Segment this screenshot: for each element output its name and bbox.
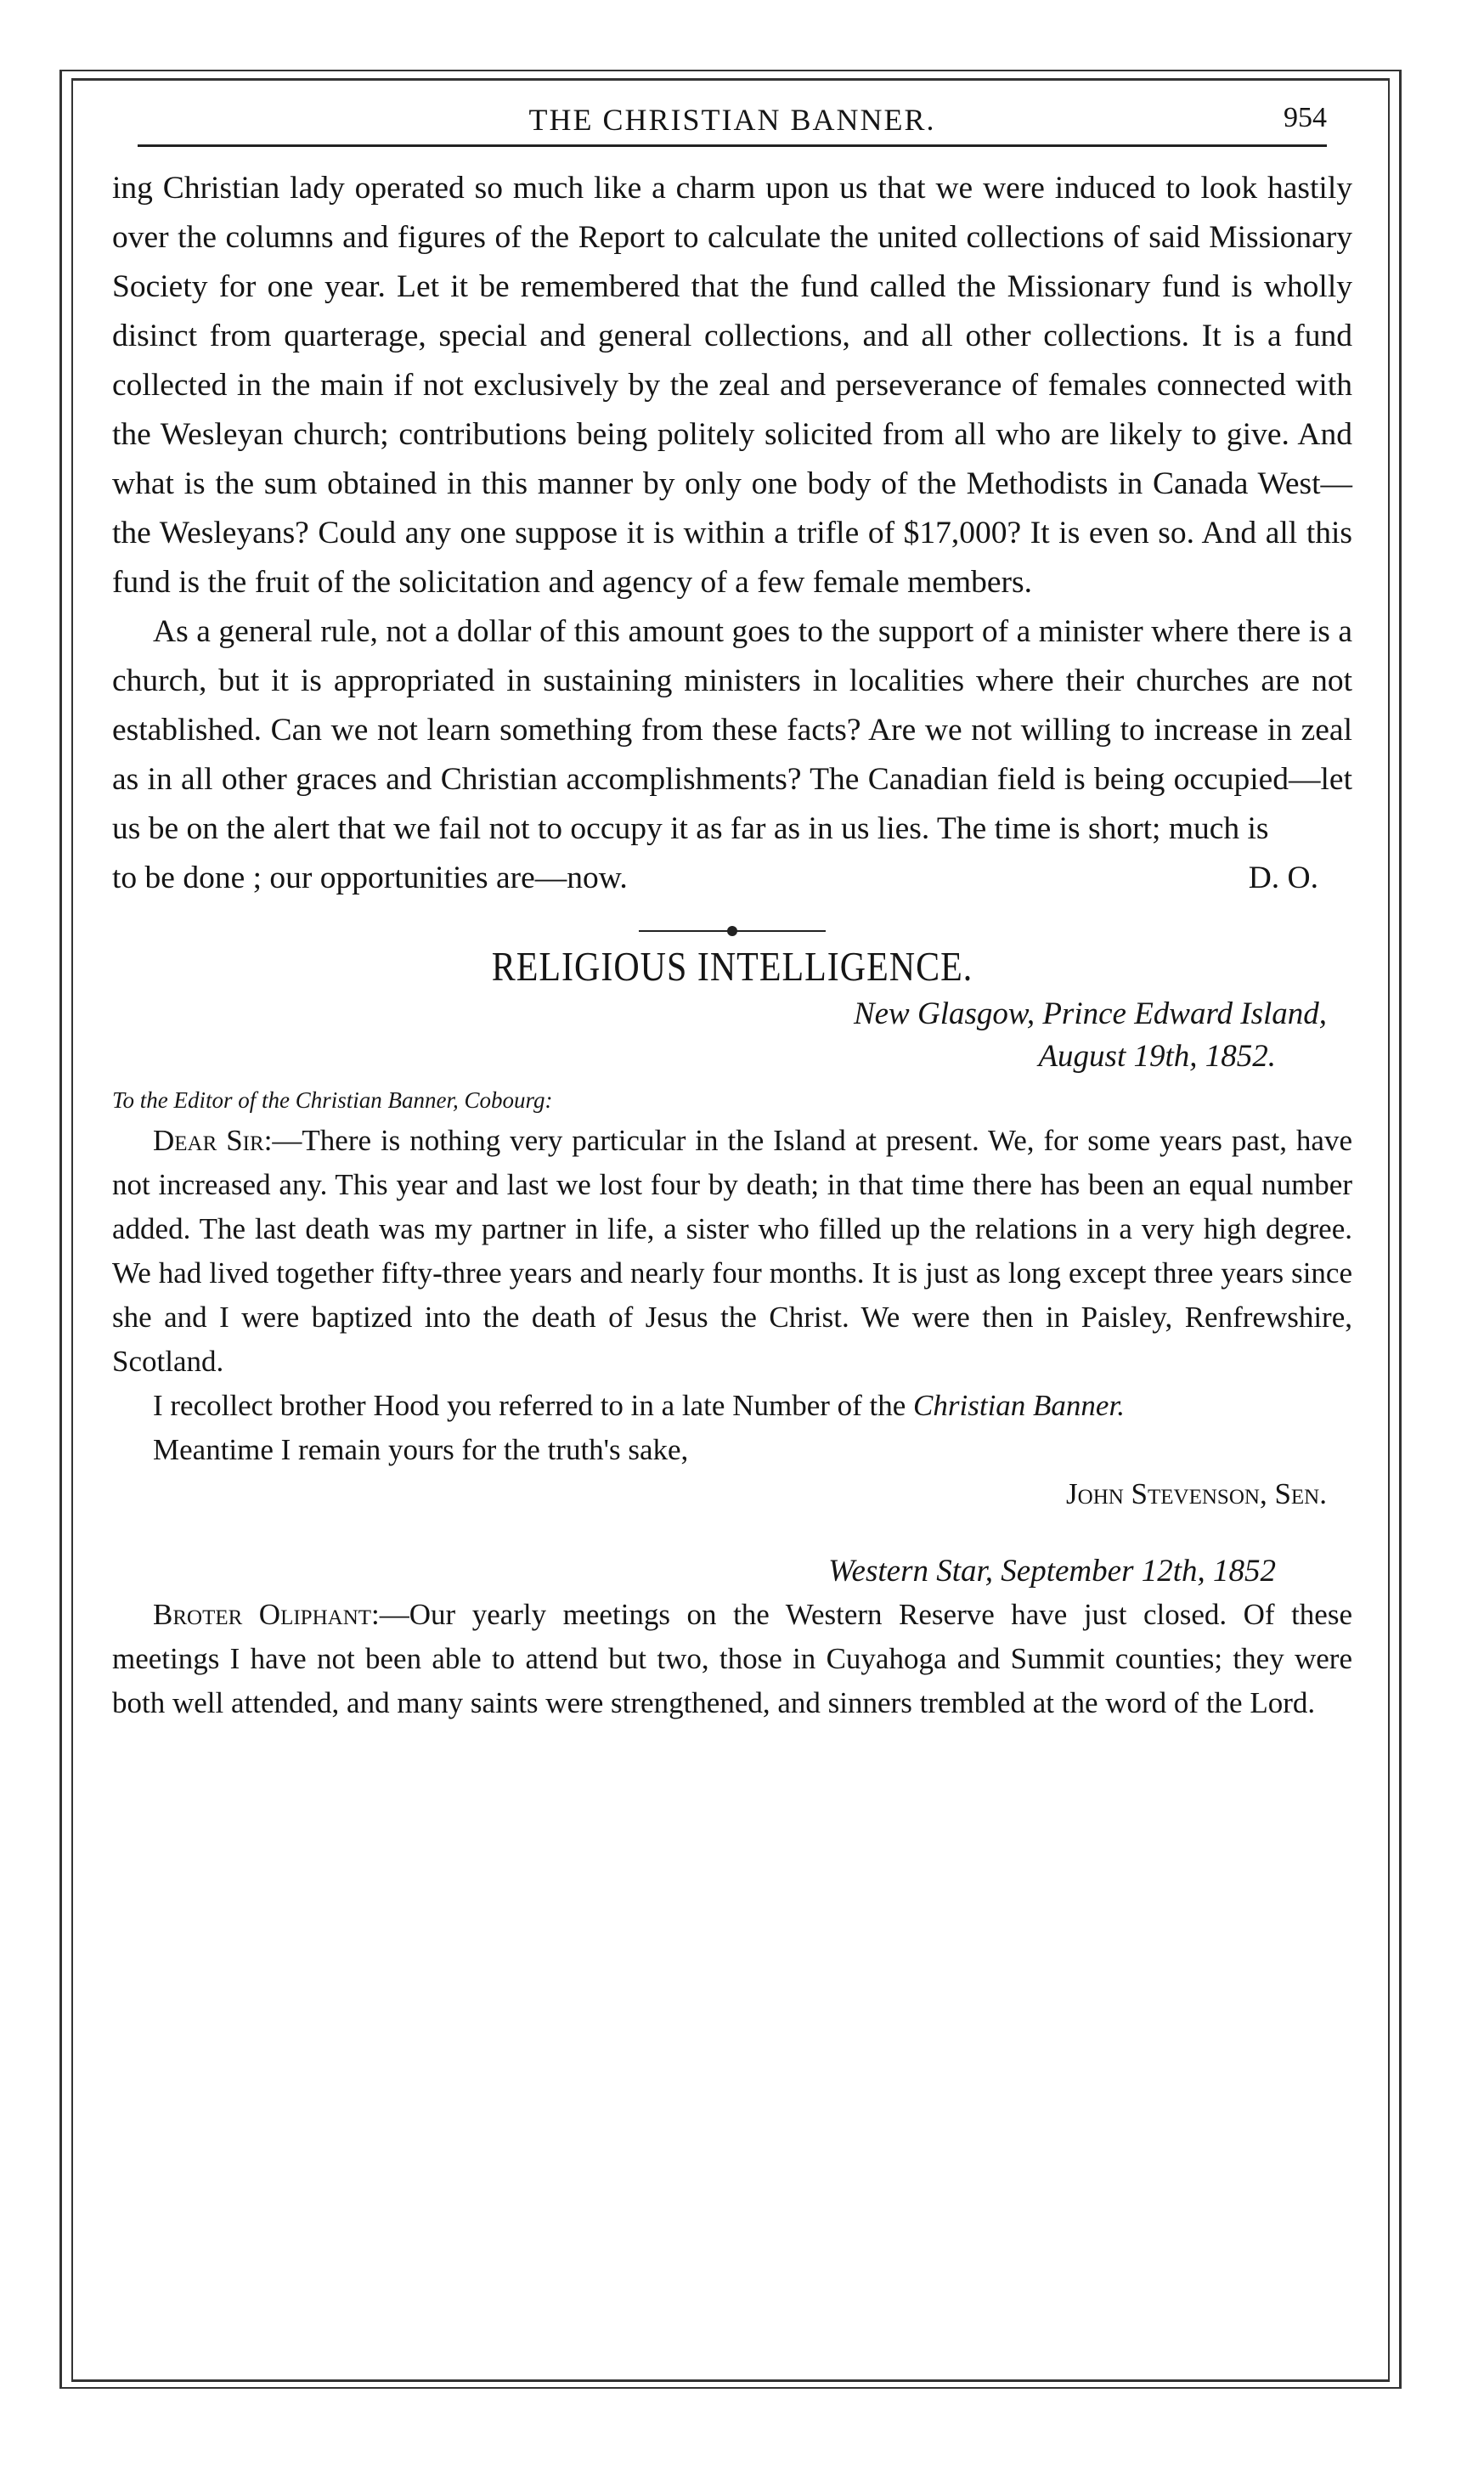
- letter1-paragraph-3: Meantime I remain yours for the truth's sake,: [153, 1433, 689, 1466]
- article-closing-line: [112, 854, 1352, 903]
- letter1-publication-name: Christian Banner.: [913, 1389, 1125, 1422]
- section-ornament-rule: [639, 925, 826, 937]
- section-heading: RELIGIOUS INTELLIGENCE.: [491, 945, 973, 990]
- letter2-body-1: :—Our yearly meetings on the Western Reserve have just closed. Of these meetings I have not been able to attend but two, those in Cuyahoga and Summit counties; they were both well attended, and many saints were strengthened, and sinners trembled at the word of the Lord.: [112, 1598, 1352, 1719]
- letter1-address: To the Editor of the Christian Banner, Cobourg:: [112, 1087, 553, 1113]
- publication-title: THE CHRISTIAN BANNER.: [528, 103, 936, 137]
- letter1-dateline-date: August 19th, 1852.: [1038, 1039, 1276, 1074]
- letter1-body-1: :—There is nothing very particular in the Island at present. We, for some years past, have not increased any. This year and last we lost four by death; in that time there has been an equal number added. The last death was my partner in life, a sister who filled up the relations in a very high degree. We had lived together fifty-three years and nearly four months. It is just as long except three years since she and I were baptized into the death of Jesus the Christ. We were then in Paisley, Renfrewshire, Scotland.: [112, 1124, 1352, 1378]
- letter1-paragraph-2: [112, 1384, 1352, 1428]
- article-last-line: to be done ; our opportunities are—now.: [112, 861, 628, 895]
- page-content: [112, 92, 1352, 1725]
- article-signature: D. O.: [1248, 861, 1318, 895]
- letter1-salutation: Dear Sir: [153, 1124, 264, 1157]
- letter2-salutation: Broter Oliphant: [153, 1598, 372, 1631]
- article-paragraph-2: As a general rule, not a dollar of this amount goes to the support of a minister where there is a church, but it is appropriated in sustaining ministers in localities where their churches are not established. Can we not learn something from these facts? Are we not willing to increase in zeal as in all other graces and Christian accomplishments? The Canadian field is being occupied—let us be on the alert that we fail not to occupy it as far as in us lies. The time is short; much is: [112, 614, 1352, 846]
- letter2-dateline: Western Star, September 12th, 1852: [828, 1554, 1276, 1589]
- letter2-paragraph-1: [112, 1593, 1352, 1725]
- letter1-body-2: I recollect brother Hood you referred to in a late Number of the: [153, 1389, 914, 1422]
- running-head: [138, 92, 1327, 147]
- article-paragraph-1: ing Christian lady operated so much like a charm upon us that we were induced to look hastily over the columns and figures of the Report to calculate the united collections of said Missionary Society for one year. Let it be remembered that the fund called the Missionary fund is wholly disinct from quarterage, special and general collections, and all other collections. It is a fund collected in the main if not exclusively by the zeal and perseverance of females connected with the Wesleyan church; contributions being politely solicited from all who are likely to give. And what is the sum obtained in this manner by only one body of the Methodists in Canada West—the Wesleyans? Could any one suppose it is within a trifle of $17,000? It is even so. And all this fund is the fruit of the solicitation and agency of a few female members.: [112, 171, 1352, 600]
- letter1-dateline-place: New Glasgow, Prince Edward Island,: [853, 996, 1327, 1031]
- letter1-paragraph-1: [112, 1119, 1352, 1384]
- letter1-signature: John Stevenson, Sen.: [1066, 1477, 1327, 1510]
- page-number: 954: [1284, 102, 1327, 133]
